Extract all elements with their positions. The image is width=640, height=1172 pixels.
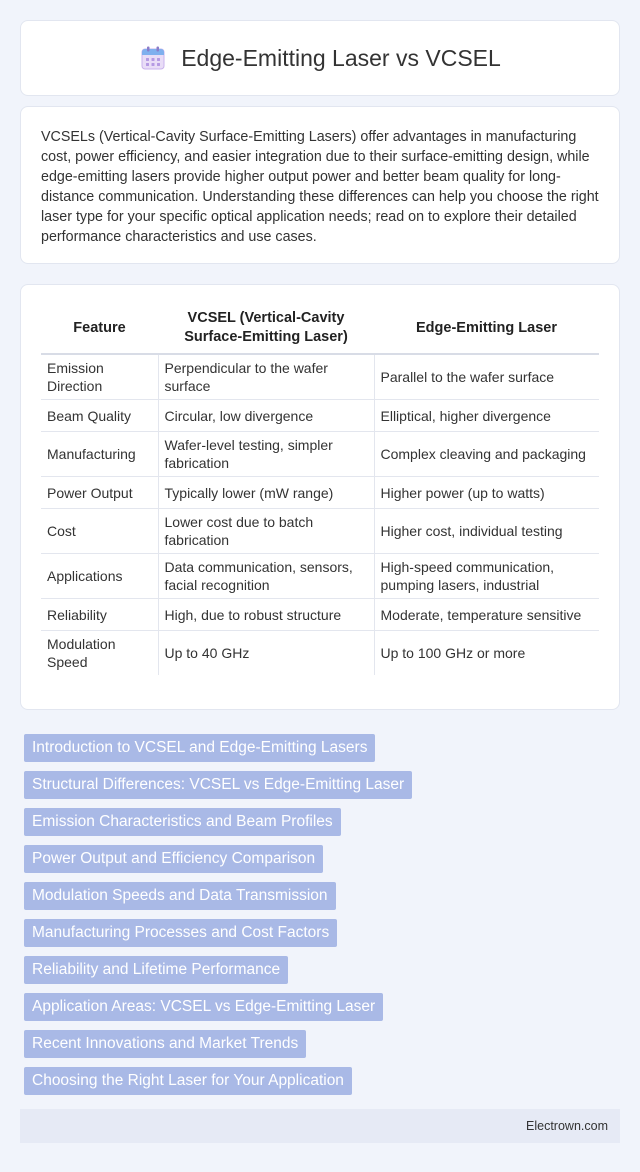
table-cell-vcsel: Typically lower (mW range) [158,477,374,509]
link-structural-differences[interactable]: Structural Differences: VCSEL vs Edge-Emitting Laser [24,771,412,799]
table-row [41,477,599,509]
table-header-row [41,305,599,354]
page-title: Edge-Emitting Laser vs VCSEL [181,44,501,71]
footer-brand: Electrown.com [526,1119,608,1133]
table-cell-feature: Modulation Speed [41,631,158,676]
table-cell-edge-emitting: Higher power (up to watts) [374,477,599,509]
table-cell-edge-emitting: Up to 100 GHz or more [374,631,599,676]
table-cell-vcsel: Up to 40 GHz [158,631,374,676]
table-cell-vcsel: Wafer-level testing, simpler fabrication [158,432,374,477]
intro-text: VCSELs (Vertical-Cavity Surface-Emitting Lasers) offer advantages in manufacturing cost, power efficiency, and easier integration due to their surface-emitting design, while edge-emitting lasers provide higher output power and better beam quality for long-distance communication. Understanding these differences can help you choose the right laser type for your specific optical application needs; read on to explore their detailed performance characteristics and use cases. [41,129,599,245]
table-cell-vcsel: Lower cost due to batch fabrication [158,509,374,554]
link-application-areas[interactable]: Application Areas: VCSEL vs Edge-Emitting Laser [24,993,383,1021]
topic-links [20,734,620,1095]
footer [20,1109,620,1143]
table-cell-vcsel: Circular, low divergence [158,400,374,432]
table-row [41,354,599,400]
link-power-output[interactable]: Power Output and Efficiency Comparison [24,845,323,873]
link-recent-innovations[interactable]: Recent Innovations and Market Trends [24,1030,306,1058]
table-cell-vcsel: Perpendicular to the wafer surface [158,354,374,400]
link-choosing-laser[interactable]: Choosing the Right Laser for Your Application [24,1067,352,1095]
table-row [41,631,599,676]
table-cell-feature: Applications [41,554,158,599]
table-row [41,400,599,432]
table-row [41,509,599,554]
column-header-feature: Feature [73,319,126,336]
comparison-table-card [20,284,620,710]
page-header [20,20,620,96]
column-header-vcsel: VCSEL (Vertical-Cavity Surface-Emitting Laser) [184,310,348,345]
table-cell-feature: Reliability [41,599,158,631]
calendar-icon [139,44,167,72]
table-cell-vcsel: Data communication, sensors, facial recognition [158,554,374,599]
table-cell-edge-emitting: Higher cost, individual testing [374,509,599,554]
table-cell-feature: Manufacturing [41,432,158,477]
table-cell-edge-emitting: Elliptical, higher divergence [374,400,599,432]
table-row [41,599,599,631]
column-header-edge-emitting: Edge-Emitting Laser [416,319,557,336]
table-cell-feature: Emission Direction [41,354,158,400]
table-cell-feature: Beam Quality [41,400,158,432]
intro-section [20,106,620,264]
table-cell-feature: Power Output [41,477,158,509]
link-introduction[interactable]: Introduction to VCSEL and Edge-Emitting Lasers [24,734,375,762]
table-cell-edge-emitting: Moderate, temperature sensitive [374,599,599,631]
comparison-table [41,305,599,675]
table-cell-vcsel: High, due to robust structure [158,599,374,631]
table-cell-edge-emitting: High-speed communication, pumping lasers, industrial [374,554,599,599]
table-row [41,432,599,477]
table-cell-feature: Cost [41,509,158,554]
link-emission-characteristics[interactable]: Emission Characteristics and Beam Profiles [24,808,341,836]
table-cell-edge-emitting: Parallel to the wafer surface [374,354,599,400]
link-manufacturing-processes[interactable]: Manufacturing Processes and Cost Factors [24,919,337,947]
table-row [41,554,599,599]
link-reliability[interactable]: Reliability and Lifetime Performance [24,956,288,984]
table-cell-edge-emitting: Complex cleaving and packaging [374,432,599,477]
link-modulation-speeds[interactable]: Modulation Speeds and Data Transmission [24,882,336,910]
